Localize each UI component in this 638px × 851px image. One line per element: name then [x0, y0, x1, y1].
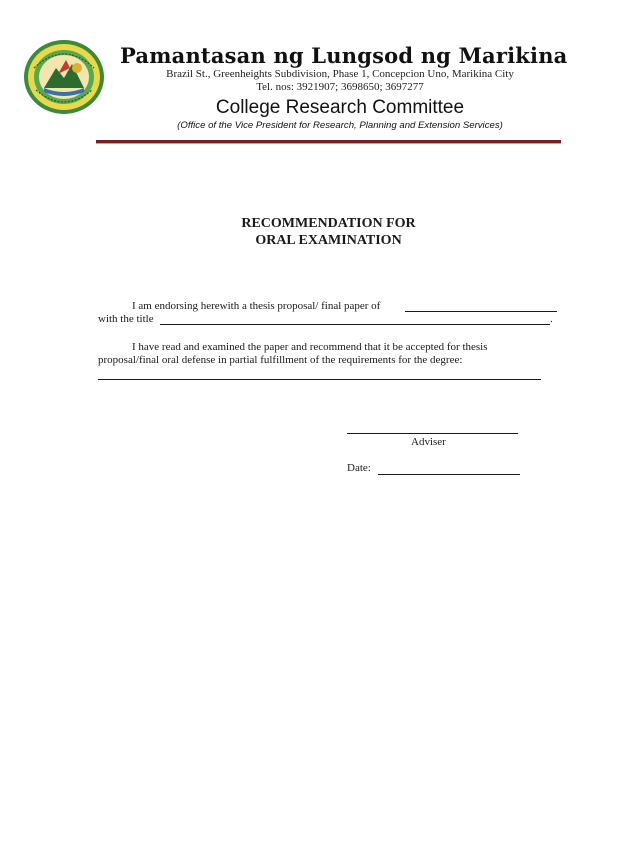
date-blank[interactable] [378, 474, 520, 475]
para2-line2: proposal/final oral defense in partial fulfillment of the requirements for the degree: [98, 354, 463, 366]
para2-line1: I have read and examined the paper and recommend that it be accepted for thesis [132, 341, 488, 353]
header-divider-shadow [96, 143, 561, 144]
telephone-numbers: Tel. nos: 3921907; 3698650; 3697277 [256, 81, 424, 93]
letterhead [120, 43, 568, 132]
office-name: (Office of the Vice President for Research, Planning and Extension Services) [177, 120, 503, 131]
thesis-title-blank[interactable] [160, 324, 550, 325]
title-line-1: RECOMMENDATION FOR [241, 216, 416, 231]
adviser-label: Adviser [411, 436, 446, 448]
para1-line2: with the title [98, 313, 154, 325]
university-address: Brazil St., Greenheights Subdivision, Phase 1, Concepcion Uno, Marikina City [166, 68, 514, 80]
author-name-blank[interactable] [405, 311, 557, 312]
committee-name: College Research Committee [215, 97, 465, 118]
degree-blank[interactable] [98, 379, 541, 380]
date-label: Date: [347, 462, 371, 474]
university-seal-icon [22, 38, 106, 116]
para1-line1: I am endorsing herewith a thesis proposal/ final paper of [132, 300, 381, 312]
title-line-2: ORAL EXAMINATION [255, 233, 402, 248]
document-title [96, 215, 561, 249]
adviser-signature-blank[interactable] [347, 433, 518, 434]
para1-end: . [550, 313, 553, 325]
university-name: Pamantasan ng Lungsod ng Marikina [120, 43, 568, 68]
